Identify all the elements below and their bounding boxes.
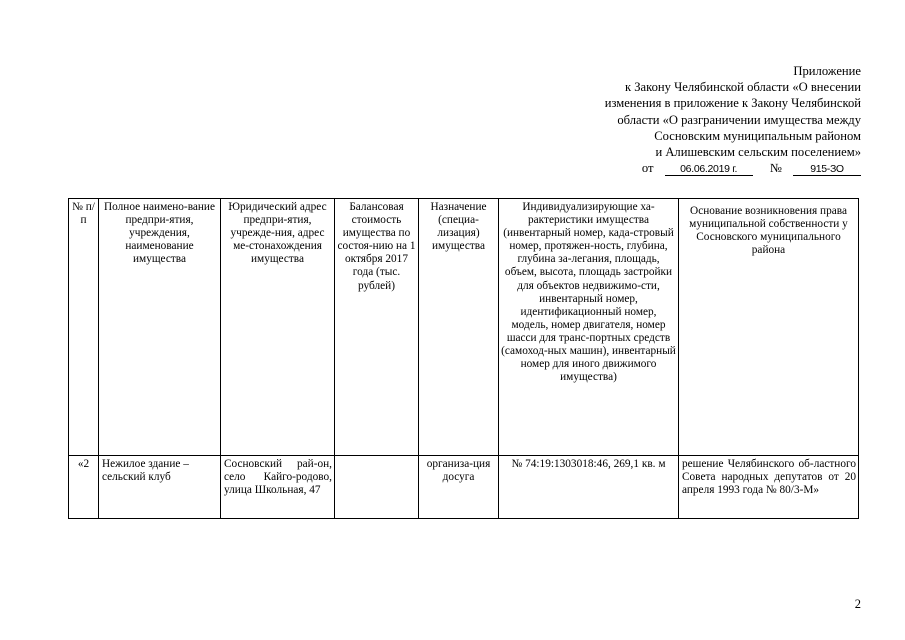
header-name: Полное наимено-вание предпри-ятия, учреждения, наименование имущества (99, 199, 221, 456)
header-number: № п/п (69, 199, 99, 456)
header-address: Юридический адрес предпри-ятия, учрежде-ния, адрес ме-стонахождения имущества (221, 199, 335, 456)
header-balance-value: Балансовая стоимость имущества по состоя-нию на 1 октября 2017 года (тыс. рублей) (335, 199, 419, 456)
appendix-line: к Закону Челябинской области «О внесении (624, 80, 861, 95)
law-date-number-line (541, 160, 861, 176)
table-header-row (69, 199, 859, 456)
law-date: 06.06.2019 г. (665, 163, 753, 176)
row-basis: решение Челябинского об-ластного Совета народных депутатов от 20 апреля 1993 года № 80/3-М» (679, 456, 859, 519)
appendix-title: Приложение (793, 64, 861, 78)
row-address: Сосновский рай-он, село Кайго-родово, улица Школьная, 47 (221, 456, 335, 519)
header-characteristics: Индивидуализирующие ха-рактеристики имущества (инвентарный номер, када-стровый номер, протяжен-ность, глубина, глубина за-легания, площадь, объем, высота, площадь застройки для объектов недвижимо-сти, инвентарный номер, идентификационный номер, модель, номер двигателя, номер шасси для транс-портных средств (самоход-ных машин), инвентарный номер для иного движимого имущества) (499, 199, 679, 456)
row-balance-value (335, 456, 419, 519)
header-purpose: Назначение (специа-лизация) имущества (419, 199, 499, 456)
appendix-line: области «О разграничении имущества между (617, 112, 861, 127)
appendix-line: изменения в приложение к Закону Челябинской (604, 96, 861, 111)
row-characteristics: № 74:19:1303018:46, 269,1 кв. м (499, 456, 679, 519)
page-number: 2 (854, 597, 861, 611)
appendix-line: и Алишевским сельским поселением» (655, 145, 861, 160)
row-number: «2 (69, 456, 99, 519)
from-label: от (641, 161, 654, 176)
row-purpose: организа-ция досуга (419, 456, 499, 519)
header-basis: Основание возникновения права муниципальной собственности у Сосновского муниципального района (679, 199, 859, 456)
appendix-line: Сосновским муниципальным районом (654, 128, 861, 143)
appendix-header (541, 63, 861, 176)
number-sign: № (769, 161, 782, 176)
table-row (69, 456, 859, 519)
property-table (68, 198, 859, 519)
law-number: 915-ЗО (793, 163, 861, 176)
row-name: Нежилое здание – сельский клуб (99, 456, 221, 519)
